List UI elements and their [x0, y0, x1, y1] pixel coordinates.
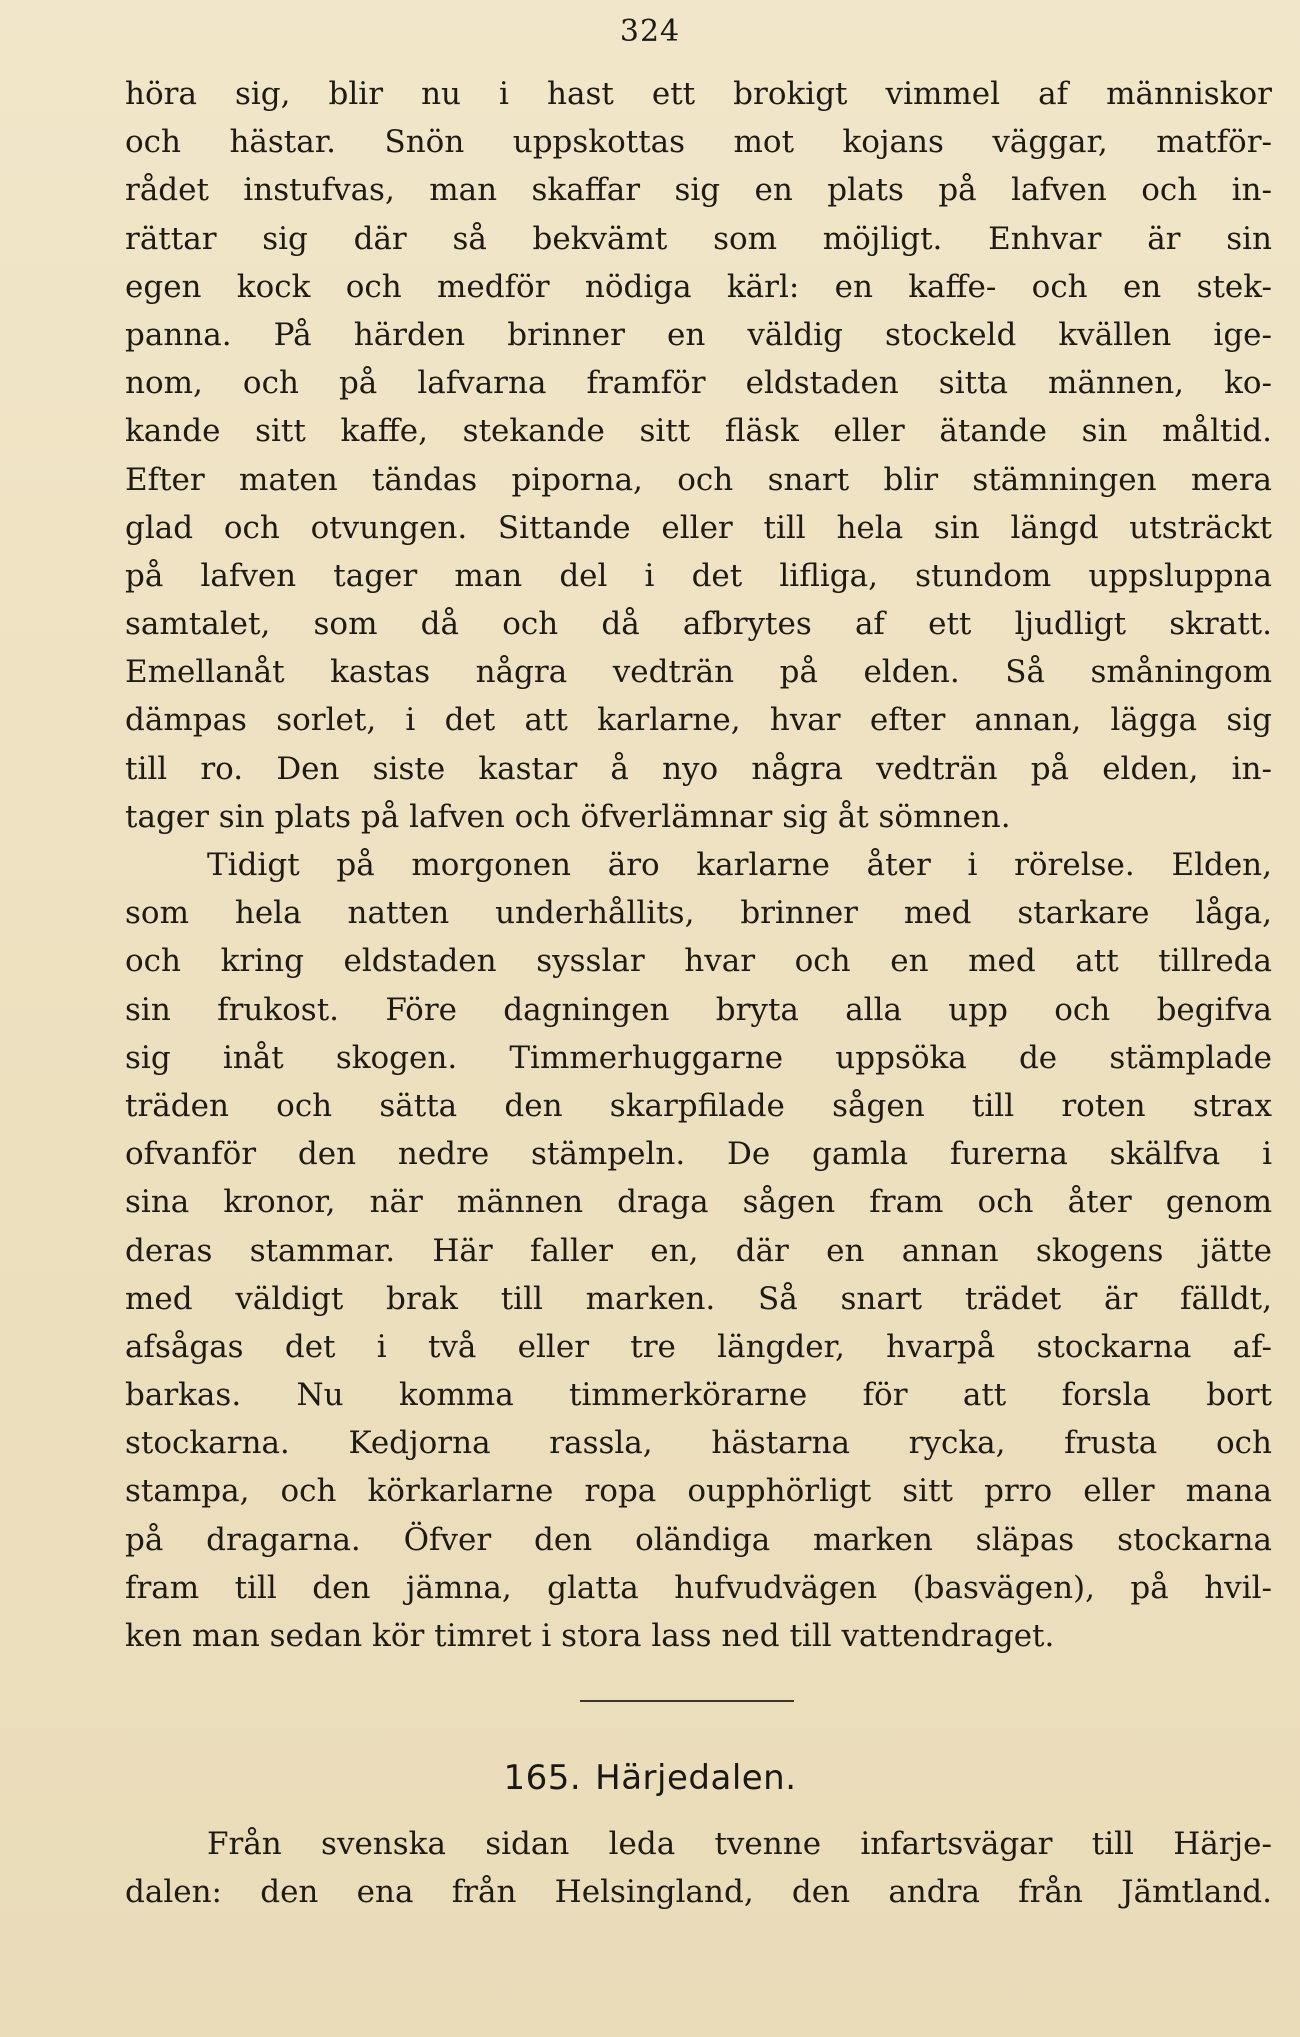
section-number: 165. [503, 1758, 582, 1798]
section-text [125, 1820, 1272, 1916]
text-line: Emellanåt kastas några vedträn på elden. Så småningom [125, 654, 1272, 691]
text-line: ken man sedan kör timret i stora lass ned till vattendraget. [125, 1618, 1055, 1654]
paragraph-first-line: Tidigt på morgonen äro karlarne åter i rörelse. Elden, [207, 847, 1272, 883]
text-line: till ro. Den siste kastar å nyo några vedträn på elden, in- [125, 750, 1272, 787]
text-line: stockarna. Kedjorna rassla, hästarna rycka, frusta och [125, 1425, 1272, 1462]
text-line: som hela natten underhållits, brinner med starkare låga, [125, 895, 1272, 932]
text-line: med väldigt brak till marken. Så snart trädet är fälldt, [125, 1280, 1272, 1317]
section-heading [0, 1758, 1300, 1798]
text-line: på lafven tager man del i det lifliga, stundom uppsluppna [125, 557, 1272, 594]
text-line: glad och otvungen. Sittande eller till hela sin längd utsträckt [125, 509, 1272, 546]
body-text [125, 70, 1272, 1660]
text-line: dalen: den ena från Helsingland, den andra från Jämtland. [125, 1874, 1272, 1911]
page-number: 324 [619, 14, 681, 49]
section-divider [580, 1700, 794, 1702]
text-line: rådet instufvas, man skaffar sig en plats på lafven och in- [125, 172, 1272, 209]
text-line: höra sig, blir nu i hast ett brokigt vimmel af människor [125, 76, 1272, 112]
text-line: kande sitt kaffe, stekande sitt fläsk eller ätande sin måltid. [125, 413, 1272, 450]
text-line: Efter maten tändas piporna, och snart blir stämningen mera [125, 461, 1272, 498]
text-line: nom, och på lafvarna framför eldstaden sitta männen, ko- [125, 365, 1272, 402]
text-line: egen kock och medför nödiga kärl: en kaffe- och en stek- [125, 268, 1272, 305]
text-line: afsågas det i två eller tre längder, hvarpå stockarna af- [125, 1328, 1272, 1365]
text-line: och kring eldstaden sysslar hvar och en med att tillreda [125, 943, 1272, 980]
text-line: fram till den jämna, glatta hufvudvägen (basvägen), på hvil- [125, 1569, 1272, 1606]
text-line: träden och sätta den skarpfilade sågen till roten strax [125, 1087, 1272, 1124]
text-line: dämpas sorlet, i det att karlarne, hvar efter annan, lägga sig [125, 702, 1272, 739]
text-line: sina kronor, när männen draga sågen fram och åter genom [125, 1184, 1272, 1221]
text-line: ofvanför den nedre stämpeln. De gamla furerna skälfva i [125, 1136, 1272, 1173]
text-line: panna. På härden brinner en väldig stockeld kvällen ige- [125, 316, 1272, 353]
text-line: samtalet, som då och då afbrytes af ett ljudligt skratt. [125, 606, 1272, 643]
text-line: sig inåt skogen. Timmerhuggarne uppsöka de stämplade [125, 1039, 1272, 1076]
text-line: sin frukost. Före dagningen bryta alla upp och begifva [125, 991, 1272, 1028]
text-line: på dragarna. Öfver den oländiga marken släpas stockarna [125, 1521, 1272, 1558]
paragraph-first-line: Från svenska sidan leda tvenne infartsvägar till Härje- [207, 1826, 1272, 1862]
text-line: och hästar. Snön uppskottas mot kojans väggar, matför- [125, 124, 1272, 161]
section-title: Härjedalen. [595, 1758, 797, 1798]
text-line: rättar sig där så bekvämt som möjligt. Enhvar är sin [125, 220, 1272, 257]
text-line: barkas. Nu komma timmerkörarne för att forsla bort [125, 1377, 1272, 1414]
text-line: tager sin plats på lafven och öfverlämnar sig åt sömnen. [125, 798, 1011, 835]
text-line: stampa, och körkarlarne ropa oupphörligt sitt prro eller mana [125, 1473, 1272, 1510]
text-line: deras stammar. Här faller en, där en annan skogens jätte [125, 1232, 1272, 1269]
